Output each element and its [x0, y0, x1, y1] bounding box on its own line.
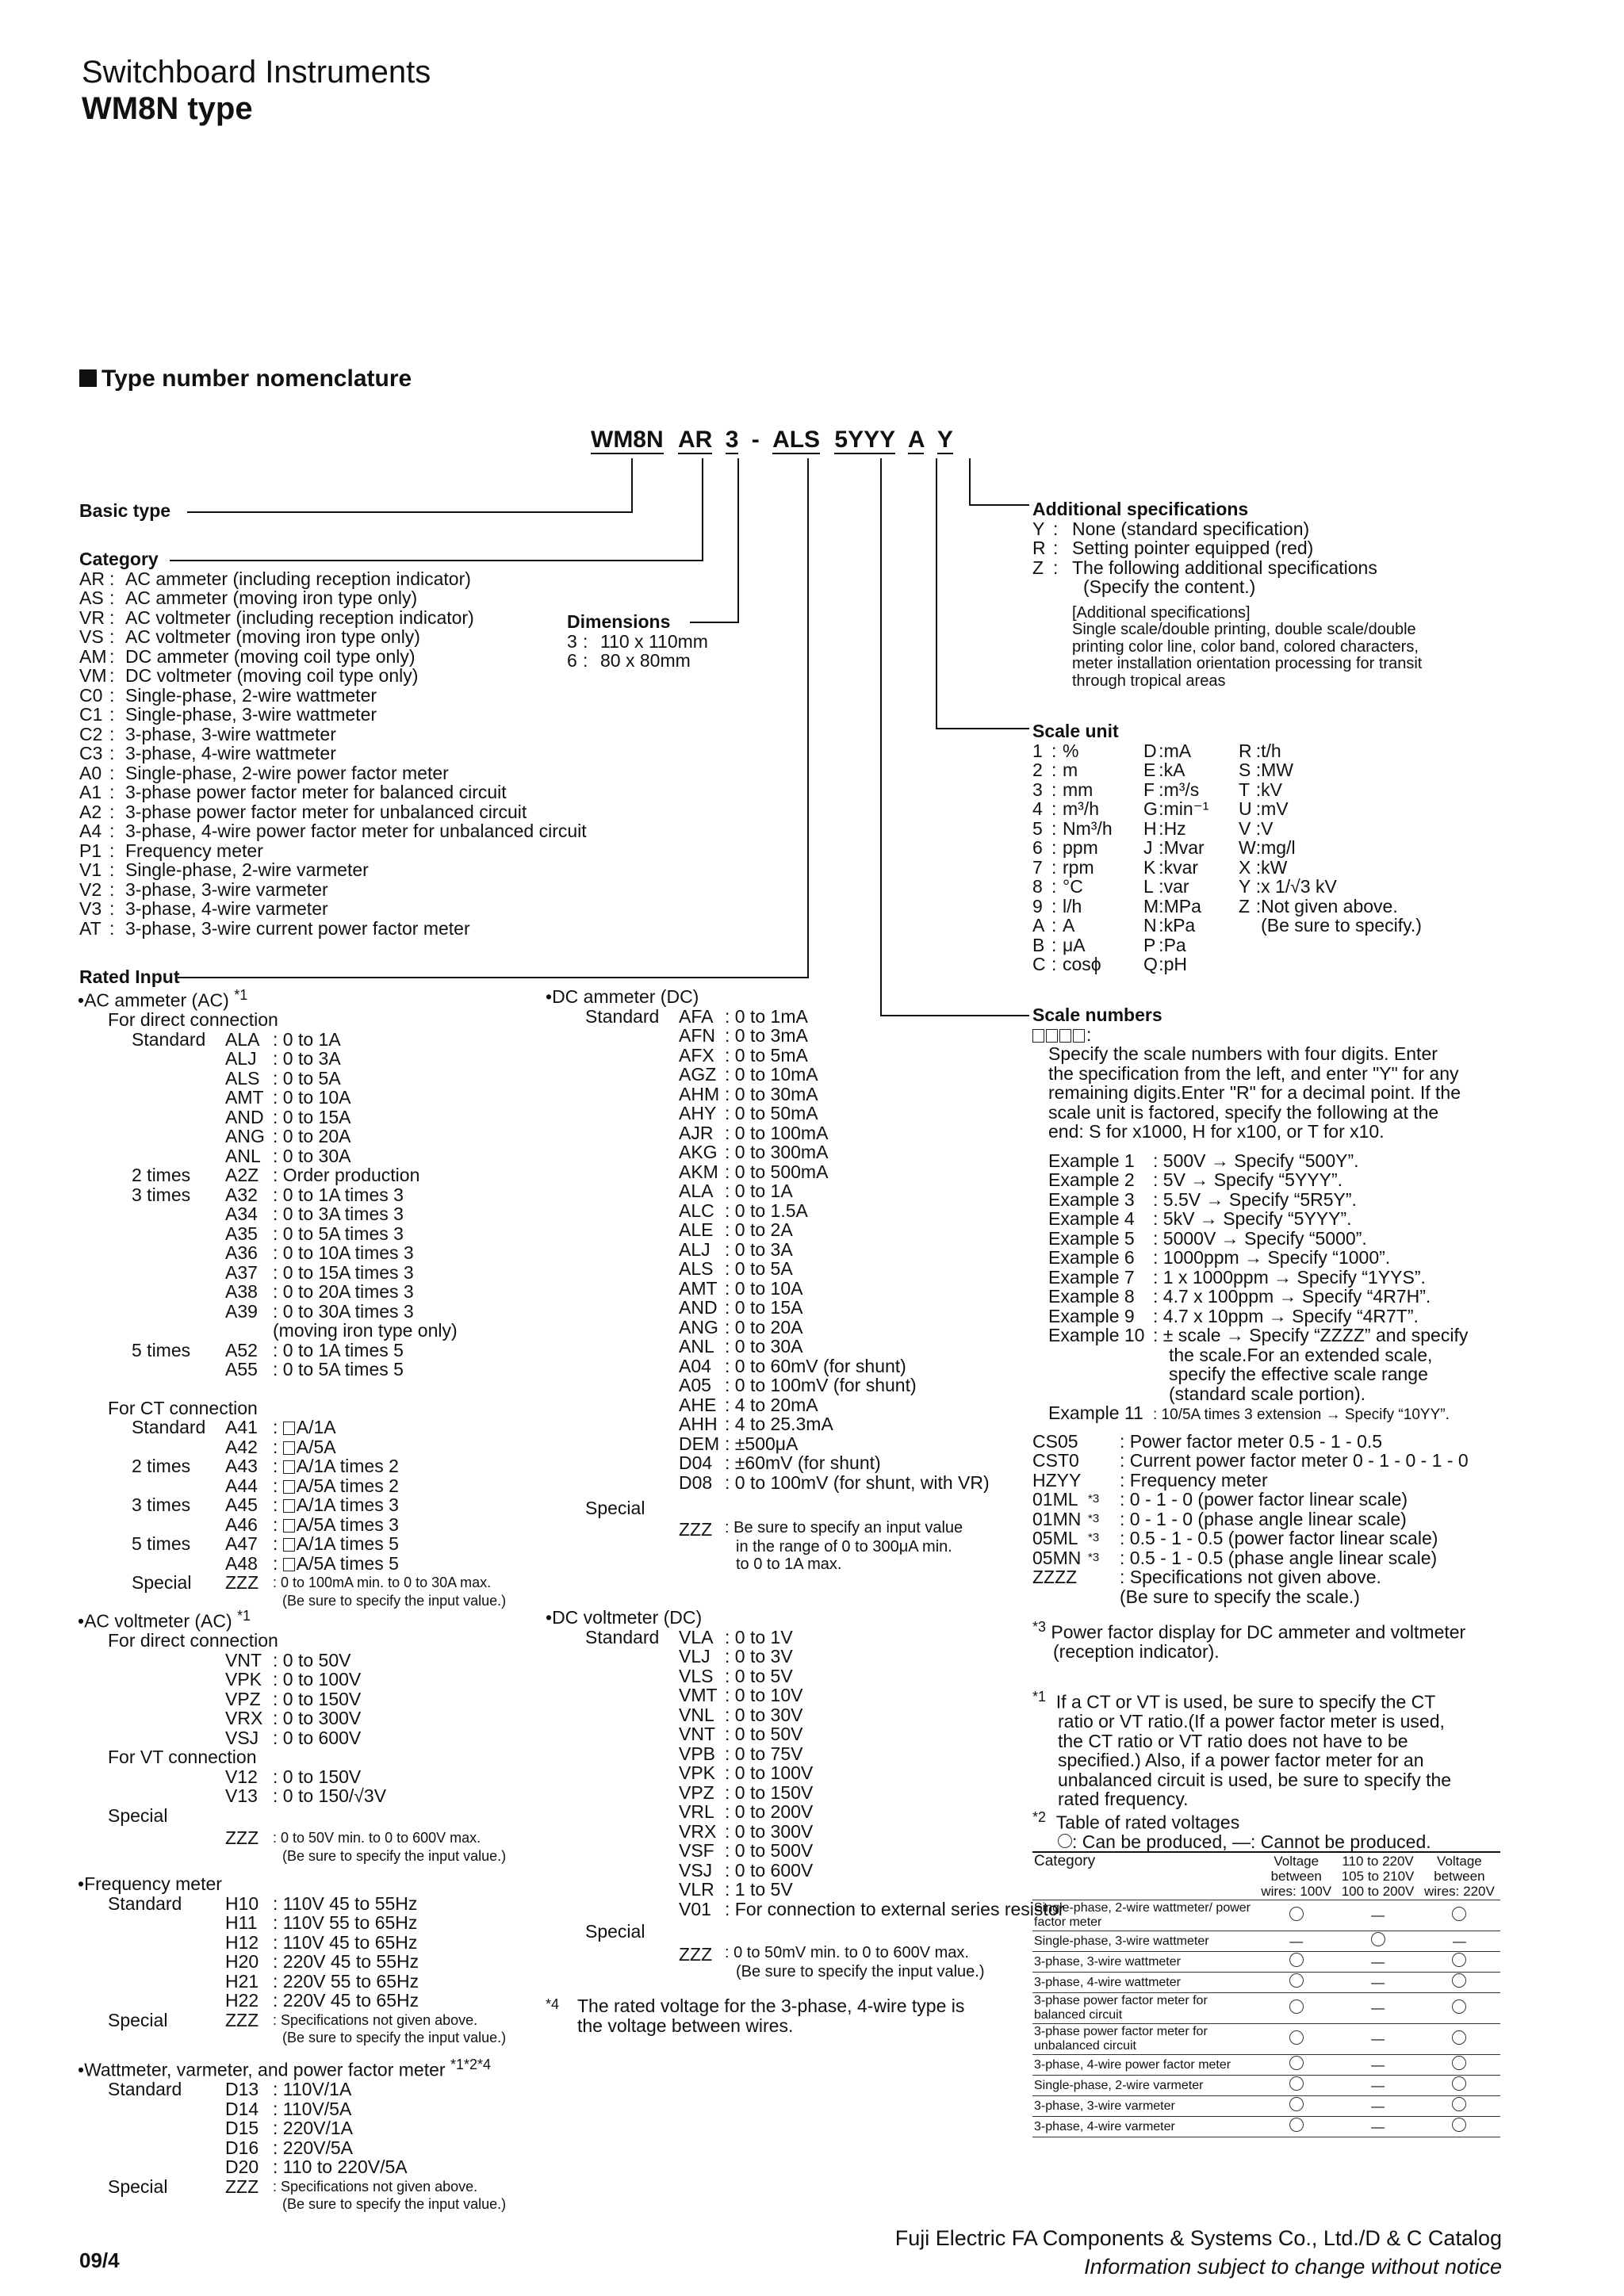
rated-input-item: VRX : 0 to 300V [225, 1708, 362, 1729]
scale-numbers-block [1032, 1005, 1516, 1606]
rated-input-item: A35 : 0 to 5A times 3 [225, 1223, 404, 1244]
vtable-header-100v: Voltage between wires: 100V [1255, 1852, 1337, 1900]
dimensions-block [567, 612, 708, 671]
bullet-icon: • [78, 1873, 85, 1894]
scale-unit-item: Q : pH [1143, 954, 1187, 974]
scale-code-item: 05MN *3 : 0.5 - 1 - 0.5 (phase angle linear scale) [1032, 1547, 1438, 1568]
ac-ammeter-direct-list [132, 1030, 458, 1380]
rated-input-item: VNT : 0 to 50V [679, 1724, 803, 1744]
can-produce-icon [1371, 1932, 1385, 1946]
scale-unit-item: P : Pa [1143, 934, 1186, 955]
rated-input-item: A05 : 0 to 100mV (for shunt) [679, 1375, 917, 1395]
rated-input-item: VNL : 0 to 30V [679, 1704, 803, 1725]
rated-input-item: 3 times A32 : 0 to 1A times 3 [132, 1184, 404, 1205]
rated-input-item: Standard AFA : 0 to 1mA [585, 1005, 808, 1027]
scale-unit-item: K : kvar [1143, 856, 1199, 878]
scale-unit-item: B : μA [1032, 934, 1086, 955]
scale-unit-item: 2 : m [1032, 760, 1078, 780]
scale-unit-col1 [1032, 741, 1113, 974]
scale-example: Example 10 : ± scale → Specify “ZZZZ” and specify [1048, 1325, 1469, 1345]
note-1: $^{*1}$ If a CT or VT is used, be sure to specify the CT ratio or VT ratio.(If a power factor meter is used, the CT ratio or VT ratio does not have to be specified.) Also, if a power factor meter for an unbalanced circuit is used, be sure to specify the rated frequency. $^{*2}$ Table of rated voltages : Can be produced, —: Cannot be produced. [1032, 1689, 1452, 1852]
additional-item: Y : None (standard specification) [1032, 518, 1310, 539]
rated-input-item: AJR : 0 to 100mA [679, 1122, 829, 1143]
bullet-icon: • [78, 989, 85, 1011]
footer-company: Fuji Electric FA Components & Systems Co., Ltd./D & C Catalog [894, 2226, 1502, 2250]
scale-unit-item: H : Hz [1143, 817, 1186, 839]
rated-input-item: A39 : 0 to 30A times 3 [225, 1300, 414, 1322]
vtable-category: 3-phase power factor meter for unbalanced circuit [1032, 2024, 1255, 2055]
scale-code-item: HZYY : Frequency meter [1032, 1469, 1268, 1490]
can-produce-icon [1452, 2030, 1466, 2045]
zzzz-continued: (Be sure to specify the scale.) [1120, 1586, 1360, 1607]
scale-unit-item: 9 : l/h [1032, 895, 1082, 916]
category-item: C0 : Single-phase, 2-wire wattmeter [79, 684, 377, 706]
rated-input-item: H12 : 110V 45 to 65Hz [225, 1931, 418, 1953]
category-item: A0 : Single-phase, 2-wire power factor meter [79, 762, 449, 783]
rated-input-item: ALA : 0 to 1A [679, 1181, 793, 1201]
rated-input-item: VPB : 0 to 75V [679, 1743, 803, 1764]
vtable-header-category: Category [1032, 1852, 1255, 1900]
cannot-produce-icon: — [1371, 2118, 1385, 2134]
rated-input-item: D16 : 220V/5A [225, 2137, 354, 2158]
vtable-row [1032, 2024, 1500, 2055]
vtable-row [1032, 1931, 1500, 1952]
rated-input-item: AKG : 0 to 300mA [679, 1142, 829, 1162]
dimensions-title: Dimensions [567, 611, 671, 632]
can-produce-icon [1289, 2118, 1304, 2132]
rated-input-item: D04 : ±60mV (for shunt) [679, 1452, 881, 1473]
code-part-scale: 5YYY [834, 427, 895, 453]
rated-input-item: ALJ : 0 to 3A [225, 1048, 341, 1070]
frequency-meter-block: •Frequency meter Standard H10 : 110V 45 to 55Hz H11 : 110V 55 to 65Hz H12 : 110V 45 to 65Hz H20 : 220V 45 to 55Hz H21 : 220V 55 to 65Hz H22 : 220V 45 to 65Hz Special ZZZ : Specifications not given above. (Be sure to specify the input value.) [78, 1873, 507, 2045]
can-produce-icon [1452, 1999, 1466, 2014]
code-part-dash: - [751, 427, 760, 453]
category-item: P1 : Frequency meter [79, 840, 263, 861]
scale-unit-item: Y : x 1/√3 kV [1239, 876, 1337, 897]
cannot-produce-icon: — [1452, 1933, 1466, 1949]
rated-input-item: H11 : 110V 55 to 65Hz [225, 1912, 418, 1933]
rated-input-item: 5 times A52 : 0 to 1A times 5 [132, 1339, 404, 1360]
dc-ammeter-special: ZZZ : Be sure to specify an input value in the range of 0 to 300μA min. to 0 to 1A max. [679, 1518, 963, 1573]
cannot-produce-icon: — [1371, 1954, 1385, 1969]
scale-unit-item: 4 : m³/h [1032, 798, 1099, 819]
scale-unit-block [1032, 721, 1422, 979]
rated-input-item: D14 : 110V/5A [225, 2098, 352, 2119]
rated-input-item: AHY : 0 to 50mA [679, 1103, 818, 1123]
can-produce-icon [1452, 1953, 1466, 1967]
note-4: *4 The rated voltage for the 3-phase, 4-wire type is the voltage between wires. [546, 1996, 965, 2036]
rated-input-item: V12 : 0 to 150V [225, 1766, 362, 1787]
cannot-produce-icon: — [1371, 2098, 1385, 2114]
ac-ammeter-special: Special ZZZ : 0 to 100mA min. to 0 to 30A max. (Be sure to specify the input value.) [132, 1572, 507, 1609]
category-item: V1 : Single-phase, 2-wire varmeter [79, 859, 369, 880]
ac-voltmeter-direct-list [225, 1651, 361, 1748]
category-item: V2 : 3-phase, 3-wire varmeter [79, 878, 328, 900]
rated-input-item: A34 : 0 to 3A times 3 [225, 1203, 404, 1225]
rated-input-item: Standard VLA : 0 to 1V [585, 1626, 793, 1647]
code-part-unit: A [907, 427, 925, 453]
vtable-category: Single-phase, 2-wire varmeter [1032, 2076, 1255, 2096]
scale-unit-item: 3 : mm [1032, 779, 1094, 800]
vtable-category: 3-phase, 3-wire varmeter [1032, 2096, 1255, 2117]
blank-box-icon [283, 1499, 295, 1513]
scale-unit-item: E : kA [1143, 760, 1185, 780]
rated-input-item: VMT : 0 to 10V [679, 1685, 803, 1705]
scale-numbers-intro: Specify the scale numbers with four digits. Enter the specification from the left, and enter "Y" for any remaining digits.Enter "R" for a decimal point. If the scale unit is factored, specify the following at the end: S for x1000, H for x100, or T for x10. [1048, 1043, 1461, 1142]
scale-unit-item: 1 : % [1032, 740, 1079, 761]
vtable-header-110-220v: 110 to 220V 105 to 210V 100 to 200V [1337, 1852, 1419, 1900]
vtable-row [1032, 1952, 1500, 1973]
note-3: $^{*3}$ Power factor display for DC ammeter and voltmeter (reception indicator). [1032, 1619, 1466, 1663]
bullet-icon: • [546, 986, 553, 1007]
rated-input-item: A04 : 0 to 60mV (for shunt) [679, 1355, 906, 1376]
rated-input-item: ALS : 0 to 5A [679, 1258, 793, 1279]
dc-voltmeter-list [585, 1628, 1064, 1919]
blank-box-icon [283, 1558, 295, 1571]
cannot-produce-icon: — [1371, 1974, 1385, 1990]
scale-code-item: ZZZZ : Specifications not given above. [1032, 1567, 1381, 1587]
scale-example: Example 8 : 4.7 x 100ppm → Specify “4R7H”. [1048, 1286, 1431, 1307]
rated-input-item: VLR : 1 to 5V [679, 1879, 793, 1900]
scale-unit-item: (Be sure to specify.) [1261, 915, 1422, 936]
rated-input-item: 3 times A45 : A/1A times 3 [132, 1494, 399, 1516]
can-produce-icon [1289, 1953, 1304, 1967]
scale-code-item: CST0 : Current power factor meter 0 - 1 - 0 - 1 - 0 [1032, 1450, 1469, 1471]
additional-item: R : Setting pointer equipped (red) [1032, 538, 1314, 558]
ac-voltmeter-block: •AC voltmeter (AC) $^{*1}$ For direct connection VNT : 0 to 50V VPK : 0 to 100V VPZ : 0 to 150V VRX : 0 to 300V VSJ : 0 to 600V For VT connection V12 : 0 to 150V V13 : 0 to 150/√3V Special ZZZ : 0 to 50V min. to 0 to 600V max. (Be sure to specify the input value.) [78, 1608, 507, 1864]
scale-unit-item: 8 : °C [1032, 876, 1083, 897]
vtable-row [1032, 2096, 1500, 2117]
additional-title: Additional specifications [1032, 499, 1249, 519]
rated-input-item: H22 : 220V 45 to 65Hz [225, 1990, 419, 2011]
category-block [79, 549, 587, 938]
rated-input-item: H21 : 220V 55 to 65Hz [225, 1970, 419, 1992]
rated-input-item: AMT : 0 to 10A [225, 1087, 351, 1108]
footer-notice: Information subject to change without notice [1084, 2255, 1502, 2279]
cannot-produce-icon: — [1371, 2000, 1385, 2015]
dimensions-list [567, 632, 708, 671]
cannot-produce-icon: — [1289, 1933, 1304, 1949]
rated-input-item: AHH : 4 to 25.3mA [679, 1414, 833, 1434]
blank-box-icon [283, 1422, 295, 1435]
scale-unit-item: 7 : rpm [1032, 856, 1094, 878]
scale-example: Example 9 : 4.7 x 10ppm → Specify “4R7T”. [1048, 1305, 1419, 1326]
square-bullet-icon [79, 369, 97, 387]
rated-input-item: A38 : 0 to 20A times 3 [225, 1281, 414, 1303]
scale-unit-item: X : kW [1239, 856, 1288, 878]
vtable-header-220v: Voltage between wires: 220V [1419, 1852, 1500, 1900]
cannot-produce-icon: — [1371, 1908, 1385, 1923]
scale-unit-item: U : mV [1239, 798, 1289, 819]
cannot-produce-icon: — [1371, 2031, 1385, 2046]
bullet-icon: • [546, 1607, 553, 1628]
rated-input-item: VPZ : 0 to 150V [679, 1781, 814, 1803]
header-subtitle: WM8N type [82, 91, 253, 126]
additional-block [1032, 499, 1422, 690]
frequency-special: Special ZZZ : Specifications not given above. (Be sure to specify the input value.) [108, 2009, 507, 2045]
scale-code-item: 05ML *3 : 0.5 - 1 - 0.5 (power factor linear scale) [1032, 1528, 1438, 1548]
rated-input-item: 2 times A43 : A/1A times 2 [132, 1456, 399, 1477]
scale-code-item: 01MN *3 : 0 - 1 - 0 (phase angle linear scale) [1032, 1508, 1407, 1529]
rated-input-item: ANL : 0 to 30A [679, 1336, 803, 1357]
dc-voltmeter-block: •DC voltmeter (DC) Standard VLA : 0 to 1V VLJ : 0 to 3V VLS : 0 to 5V VMT : 0 to 10V VNL : 0 to 30V VNT : 0 to 50V VPB : 0 to 75V VPK : 0 to 100V VPZ : 0 to 150V VRL : 0 to 200V VRX : 0 to 300V VSF : 0 to 500V VSJ : 0 to 600V VLR : 1 to 5V V01 : For connection to external series resistor Special ZZZ : 0 to 50mV min. to 0 to 600V max. (Be sure to specify the input value.) [546, 1607, 1065, 1980]
category-item: AT : 3-phase, 3-wire current power factor meter [79, 917, 470, 939]
can-produce-icon [1289, 1999, 1304, 2014]
rated-input-item: VRX : 0 to 300V [679, 1820, 814, 1842]
ac-ammeter-ct-list [132, 1418, 399, 1573]
scale-code-item: CS05 : Power factor meter 0.5 - 1 - 0.5 [1032, 1430, 1383, 1452]
rated-input-item: V13 : 0 to 150/√3V [225, 1785, 387, 1807]
category-item: C1 : Single-phase, 3-wire wattmeter [79, 704, 377, 725]
cannot-produce-icon: — [1371, 2057, 1385, 2072]
example-10-continued: the scale.For an extended scale, specify the effective scale range (standard scale portion). [1169, 1344, 1433, 1404]
rated-input-item: A55 : 0 to 5A times 5 [225, 1359, 404, 1380]
scale-numbers-title: Scale numbers [1032, 1004, 1162, 1025]
category-item: VM : DC voltmeter (moving coil type only) [79, 665, 419, 686]
rated-input-item: AKM : 0 to 500mA [679, 1161, 829, 1182]
vtable-row [1032, 1993, 1500, 2024]
vtable-category: 3-phase, 3-wire wattmeter [1032, 1952, 1255, 1973]
vtable-row [1032, 2076, 1500, 2096]
scale-unit-item: S : MW [1239, 760, 1293, 780]
rated-input-item: VSF : 0 to 500V [679, 1840, 814, 1861]
scale-unit-item: Z : Not given above. [1239, 895, 1398, 916]
additional-note: [Additional specifications] Single scale/double printing, double scale/double printing color line, color band, colored characters, meter installation orientation processing for transit through tropical areas [1072, 603, 1423, 690]
category-title: Category [79, 549, 159, 569]
rated-input-title: Rated Input [79, 966, 180, 987]
can-produce-icon [1452, 1973, 1466, 1988]
rated-input-item: VSJ : 0 to 600V [679, 1859, 814, 1881]
rated-input-item: ALC : 0 to 1.5A [679, 1200, 808, 1221]
scale-unit-title: Scale unit [1032, 721, 1119, 741]
rated-input-item: Standard A41 : A/1A [132, 1417, 336, 1438]
example-11: Example 11 : 10/5A times 3 extension → Specify “10YY”. [1048, 1402, 1450, 1423]
vtable-category: 3-phase power factor meter for balanced circuit [1032, 1993, 1255, 2024]
scale-unit-item: T : kV [1239, 779, 1282, 800]
scale-example: Example 6 : 1000ppm → Specify “1000”. [1048, 1247, 1391, 1268]
scale-unit-item: C : cosϕ [1032, 954, 1101, 974]
rated-input-item: (moving iron type only) [273, 1320, 458, 1341]
rated-input-item: VSJ : 0 to 600V [225, 1727, 362, 1748]
scale-unit-col2 [1143, 741, 1208, 974]
scale-unit-item: F : m³/s [1143, 779, 1200, 800]
category-list [79, 569, 587, 939]
rated-input-item: VLS : 0 to 5V [679, 1665, 793, 1686]
scale-codes [1032, 1432, 1469, 1587]
vtable-category: Single-phase, 3-wire wattmeter [1032, 1931, 1255, 1952]
frequency-list [108, 1894, 419, 2011]
scale-unit-item: M : MPa [1143, 895, 1201, 916]
additional-list [1032, 519, 1377, 597]
dc-ammeter-list [585, 1007, 990, 1493]
vtable-row [1032, 1900, 1500, 1931]
rated-input-item: AND : 0 to 15A [679, 1297, 803, 1318]
can-produce-icon [1452, 1907, 1466, 1921]
code-part-category: AR [678, 427, 713, 453]
rated-input-item: ANG : 0 to 20A [679, 1316, 803, 1337]
vtable-category: 3-phase, 4-wire power factor meter [1032, 2055, 1255, 2076]
rated-input-item: VPK : 0 to 100V [679, 1762, 814, 1783]
voltage-table [1032, 1851, 1500, 2137]
scale-unit-item: N : kPa [1143, 915, 1196, 936]
can-produce-icon [1452, 2118, 1466, 2132]
rated-input-item: ALE : 0 to 2A [679, 1219, 793, 1240]
rated-input-item: AHM : 0 to 30mA [679, 1083, 818, 1104]
category-item: V3 : 3-phase, 4-wire varmeter [79, 898, 328, 919]
rated-input-item: AFX : 0 to 5mA [679, 1044, 808, 1066]
scale-unit-item: 6 : ppm [1032, 837, 1098, 858]
rated-input-item: Standard ALA : 0 to 1A [132, 1028, 341, 1050]
cannot-produce-icon: — [1371, 2077, 1385, 2093]
category-item: AR : AC ammeter (including reception indicator) [79, 568, 471, 589]
rated-input-item: VLJ : 0 to 3V [679, 1646, 793, 1667]
wattmeter-special: Special ZZZ : Specifications not given above. (Be sure to specify the input value.) [108, 2175, 507, 2213]
page-header [82, 54, 431, 127]
category-item: A1 : 3-phase power factor meter for balanced circuit [79, 782, 507, 802]
wattmeter-block: •Wattmeter, varmeter, and power factor meter $^{*1*2*4}$ Standard D13 : 110V/1A D14 : 110V/5A D15 : 220V/1A D16 : 220V/5A D20 : 110 to 220V/5A Special ZZZ : Specifications not given above. (Be sure to specify the input value.) [78, 2057, 507, 2213]
code-part-dimension: 3 [725, 427, 739, 453]
rated-input-item: A36 : 0 to 10A times 3 [225, 1242, 414, 1264]
can-produce-icon [1452, 2076, 1466, 2091]
ac-voltmeter-vt-list [225, 1767, 386, 1806]
ac-ammeter-block: •AC ammeter (AC) $^{*1}$ For direct connection Standard ALA : 0 to 1A ALJ : 0 to 3A ALS : 0 to 5A AMT : 0 to 10A AND : 0 to 15A ANG : 0 to 20A ANL : 0 to 30A 2 times A2Z : Order production 3 times A32 : 0 to 1A times 3 A34 : 0 to 3A times 3 A35 : 0 to 5A times 3 A36 : 0 to 10A times 3 A37 : 0 to 15A times 3 A38 : 0 to 20A times 3 A39 : 0 to 30A times 3 (moving iron type only) 5 times A52 : 0 to 1A times 5 A55 : 0 to 5A times 5 For CT connection Standard A41 : A/1A A42 : A/5A 2 times A43 : A/1A times 2 A44 : A/5A times 2 3 times A45 : A/1A times 3 A46 : A/5A times 3 5 times A47 : A/1A times 5 A48 : A/5A times 5 Special ZZZ : 0 to 100mA min. to 0 to 30A max. (Be sure to specify the input value.) [78, 987, 507, 1609]
section-title: Type number nomenclature [102, 365, 412, 392]
rated-input-item: VPK : 0 to 100V [225, 1669, 362, 1690]
scale-unit-item: D : mA [1143, 740, 1192, 761]
scale-code-item: 01ML *3 : 0 - 1 - 0 (power factor linear scale) [1032, 1489, 1408, 1510]
rated-input-item: A42 : A/5A [225, 1436, 336, 1457]
rated-input-item: H20 : 220V 45 to 55Hz [225, 1951, 419, 1972]
rated-input-item: V01 : For connection to external series resistor [679, 1898, 1065, 1919]
scale-example: Example 1 : 500V → Specify “500Y”. [1048, 1150, 1359, 1171]
dimension-item: 3 : 110 x 110mm [567, 630, 708, 652]
blank-box-icon [283, 1538, 295, 1552]
ac-voltmeter-special: ZZZ : 0 to 50V min. to 0 to 600V max. (Be sure to specify the input value.) [225, 1827, 507, 1864]
rated-input-item: ANG : 0 to 20A [225, 1126, 351, 1147]
header-title: Switchboard Instruments [82, 55, 431, 90]
scale-example: Example 2 : 5V → Specify “5YYY”. [1048, 1169, 1343, 1190]
scale-unit-col3 [1239, 741, 1422, 936]
vtable-category: Single-phase, 2-wire wattmeter/ power factor meter [1032, 1900, 1255, 1931]
rated-input-item: AMT : 0 to 10A [679, 1277, 803, 1299]
vtable-category: 3-phase, 4-wire varmeter [1032, 2117, 1255, 2137]
vtable-row [1032, 2055, 1500, 2076]
vtable-row [1032, 2117, 1500, 2137]
wattmeter-list [108, 2080, 408, 2177]
rated-input-item: VPZ : 0 to 150V [225, 1688, 362, 1709]
rated-input-item: AND : 0 to 15A [225, 1106, 351, 1127]
blank-box-icon [283, 1441, 295, 1455]
rated-input-item: 5 times A47 : A/1A times 5 [132, 1533, 399, 1555]
blank-box-icon [283, 1460, 295, 1474]
scale-examples [1048, 1151, 1468, 1345]
can-produce-icon [1289, 1907, 1304, 1921]
page-number: 09/4 [79, 2248, 120, 2272]
scale-unit-item: V : V [1239, 817, 1274, 839]
rated-input-item: ALS : 0 to 5A [225, 1067, 341, 1089]
bullet-icon: • [78, 2059, 85, 2080]
can-produce-icon [1289, 2030, 1304, 2045]
rated-input-item: A37 : 0 to 15A times 3 [225, 1261, 414, 1283]
rated-input-item: VNT : 0 to 50V [225, 1649, 351, 1670]
code-part-input: ALS [772, 427, 821, 453]
scale-example: Example 7 : 1 x 1000ppm → Specify “1YYS”. [1048, 1266, 1426, 1288]
rated-input-item: A48 : A/5A times 5 [225, 1552, 399, 1574]
blank-box-icon [283, 1480, 295, 1494]
code-part-basic: WM8N [591, 427, 664, 453]
can-produce-icon [1289, 1973, 1304, 1988]
rated-input-item: ALJ : 0 to 3A [679, 1238, 793, 1260]
bullet-icon: • [78, 1610, 85, 1632]
can-produce-icon [1289, 2097, 1304, 2111]
scale-example: Example 4 : 5kV → Specify “5YYY”. [1048, 1208, 1352, 1229]
rated-input-item: AFN : 0 to 3mA [679, 1025, 808, 1046]
rated-input-item: Standard D13 : 110V/1A [108, 2079, 352, 2100]
category-item: A2 : 3-phase power factor meter for unbalanced circuit [79, 801, 527, 822]
additional-item: Z : The following additional specifications [1032, 557, 1377, 578]
scale-unit-item: L : var [1143, 876, 1189, 897]
can-produce-icon [1452, 2056, 1466, 2070]
rated-input-item: 2 times A2Z : Order production [132, 1165, 420, 1186]
dimension-item: 6 : 80 x 80mm [567, 650, 691, 671]
vtable-row [1032, 1973, 1500, 1993]
scale-unit-item: J : Mvar [1143, 837, 1205, 858]
section-heading [79, 365, 412, 392]
category-item: A4 : 3-phase, 4-wire power factor meter for unbalanced circuit [79, 821, 587, 841]
code-part-additional: Y [936, 427, 953, 453]
scale-unit-item: G : min⁻¹ [1143, 798, 1209, 819]
scale-example: Example 3 : 5.5V → Specify “5R5Y”. [1048, 1188, 1357, 1210]
dc-voltmeter-special: ZZZ : 0 to 50mV min. to 0 to 600V max. (Be sure to specify the input value.) [679, 1943, 985, 1980]
type-code [591, 427, 953, 453]
rated-input-item: AHE : 4 to 20mA [679, 1394, 818, 1415]
can-produce-icon [1289, 2056, 1304, 2070]
scale-unit-item: A : A [1032, 915, 1075, 936]
scale-unit-item: R : t/h [1239, 740, 1281, 761]
dc-ammeter-block: •DC ammeter (DC) Standard AFA : 0 to 1mA AFN : 0 to 3mA AFX : 0 to 5mA AGZ : 0 to 10mA AHM : 0 to 30mA AHY : 0 to 50mA AJR : 0 to 100mA AKG : 0 to 300mA AKM : 0 to 500mA ALA : 0 to 1A ALC : 0 to 1.5A ALE : 0 to 2A ALJ : 0 to 3A ALS : 0 to 5A AMT : 0 to 10A AND : 0 to 15A ANG : 0 to 20A ANL : 0 to 30A A04 : 0 to 60mV (for shunt) A05 : 0 to 100mV (for shunt) AHE : 4 to 20mA AHH : 4 to 25.3mA DEM : ±500μA D04 : ±60mV (for shunt) D08 : 0 to 100mV (for shunt, with VR) Special ZZZ : Be sure to specify an input value in the range of 0 to 300μA min. to 0 to 1A max. [546, 986, 990, 1573]
rated-input-item: Standard H10 : 110V 45 to 55Hz [108, 1892, 418, 1914]
rated-input-item: DEM : ±500μA [679, 1433, 799, 1454]
rated-input-item: AGZ : 0 to 10mA [679, 1064, 818, 1085]
scale-example: Example 5 : 5000V → Specify “5000”. [1048, 1227, 1367, 1249]
category-item: VS : AC voltmeter (moving iron type only) [79, 626, 420, 647]
can-produce-icon [1289, 2076, 1304, 2091]
rated-input-item: D20 : 110 to 220V/5A [225, 2156, 408, 2178]
scale-unit-item: 5 : Nm³/h [1032, 817, 1113, 839]
category-item: AS : AC ammeter (moving iron type only) [79, 587, 418, 608]
scale-unit-item: W : mg/l [1239, 837, 1296, 858]
basic-type-label: Basic type [79, 500, 171, 521]
vtable-category: 3-phase, 4-wire wattmeter [1032, 1973, 1255, 1993]
category-item: C2 : 3-phase, 3-wire wattmeter [79, 723, 336, 744]
rated-input-item: ANL : 0 to 30A [225, 1145, 351, 1166]
rated-input-item: VRL : 0 to 200V [679, 1801, 814, 1822]
additional-item: (Specify the content.) [1083, 576, 1256, 597]
category-item: C3 : 3-phase, 4-wire wattmeter [79, 743, 336, 763]
rated-input-item: A46 : A/5A times 3 [225, 1513, 399, 1535]
rated-input-item: D08 : 0 to 100mV (for shunt, with VR) [679, 1471, 990, 1493]
scale-number-boxes: : [1032, 1025, 1516, 1045]
rated-input-item: A44 : A/5A times 2 [225, 1475, 399, 1496]
blank-box-icon [283, 1519, 295, 1533]
can-produce-icon [1452, 2097, 1466, 2111]
rated-input-item: D15 : 220V/1A [225, 2118, 354, 2139]
category-item: AM : DC ammeter (moving coil type only) [79, 645, 416, 667]
category-item: VR : AC voltmeter (including reception indicator) [79, 607, 474, 628]
